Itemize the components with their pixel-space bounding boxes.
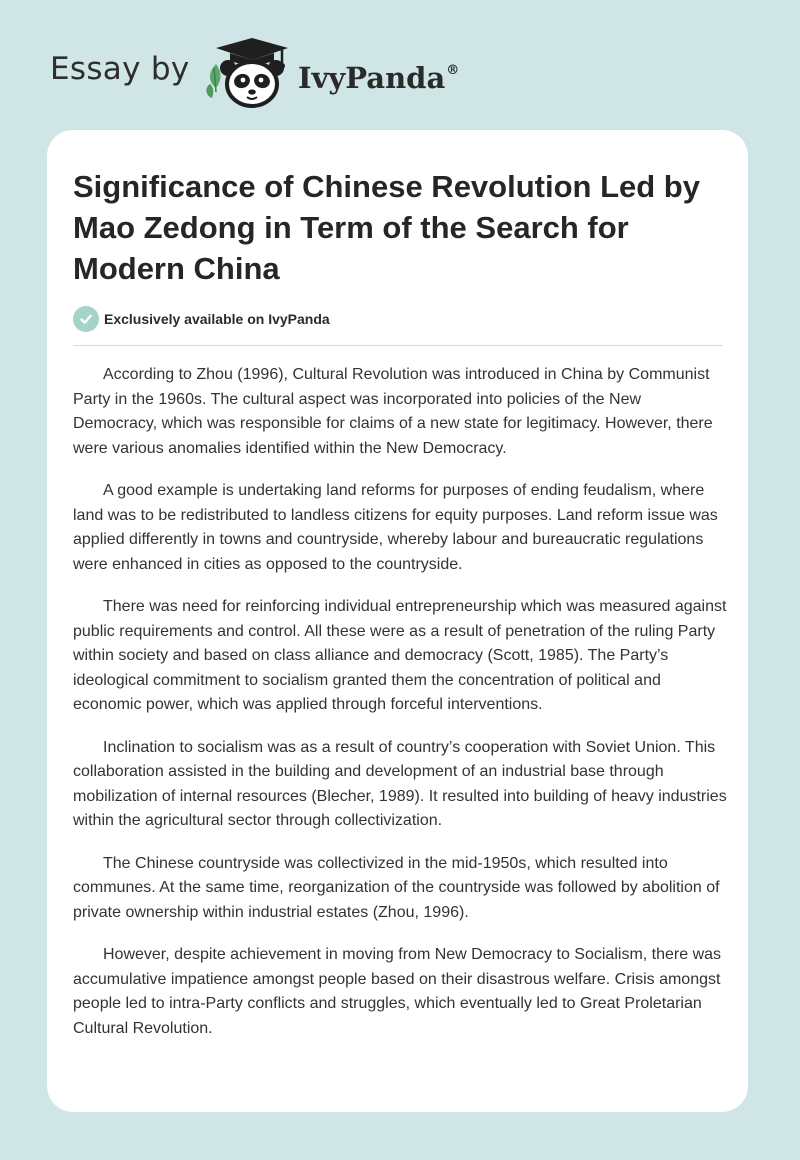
registered-mark: ® [446, 63, 460, 78]
brand-name-text: IvyPanda [298, 61, 446, 95]
paragraph: A good example is undertaking land reforms for purposes of ending feudalism, where land was to be redistributed to landless citizens for equity purposes. Land reform issue was applied differently in towns and countryside, whereby labour and bureaucratic regulations were enhanced in cities as opposed to the countryside. [73, 482, 718, 573]
paragraph: According to Zhou (1996), Cultural Revolution was introduced in China by Communist Party in the 1960s. The cultural aspect was incorporated into policies of the New Democracy, which was responsible for claims of a new state for legitimacy. However, there were various anomalies identified within the New Democracy. [73, 366, 713, 457]
brand-name [298, 54, 459, 95]
check-circle-icon [73, 306, 99, 332]
paragraph: The Chinese countryside was collectivized in the mid-1950s, which resulted into communes. At the same time, reorganization of the countryside was followed by abolition of private ownership within industrial estates (Zhou, 1996). [73, 854, 720, 921]
essay-body [73, 363, 728, 1059]
page-title: Significance of Chinese Revolution Led by Mao Zedong in Term of the Search for Modern China [73, 169, 700, 286]
essay-card [47, 130, 748, 1112]
availability-badge [73, 306, 330, 332]
brand-prefix: Essay by [50, 51, 190, 87]
paragraph: There was need for reinforcing individual entrepreneurship which was measured against public requirements and control. All these were as a result of penetration of the ruling Party within society and based on class alliance and democracy (Scott, 1985). The Party’s ideological commitment to socialism granted them the concentration of political and economic power, which was applied through forceful interventions. [73, 598, 727, 713]
brand-header[interactable] [50, 34, 470, 110]
paragraph: However, despite achievement in moving from New Democracy to Socialism, there was accumulative impatience amongst people based on their disastrous welfare. Crisis amongst people led to intra-Party conflicts and struggles, which eventually led to Great Proletarian Cultural Revolution. [73, 946, 722, 1037]
badge-label: Exclusively available on IvyPanda [104, 311, 330, 327]
divider [73, 345, 723, 346]
panda-graduate-logo-icon [202, 34, 290, 110]
paragraph: Inclination to socialism was as a result of country’s cooperation with Soviet Union. This collaboration assisted in the building and development of an industrial base through mobilization of internal resources (Blecher, 1989). It resulted into building of heavy industries within the agricultural sector through collectivization. [73, 738, 727, 829]
